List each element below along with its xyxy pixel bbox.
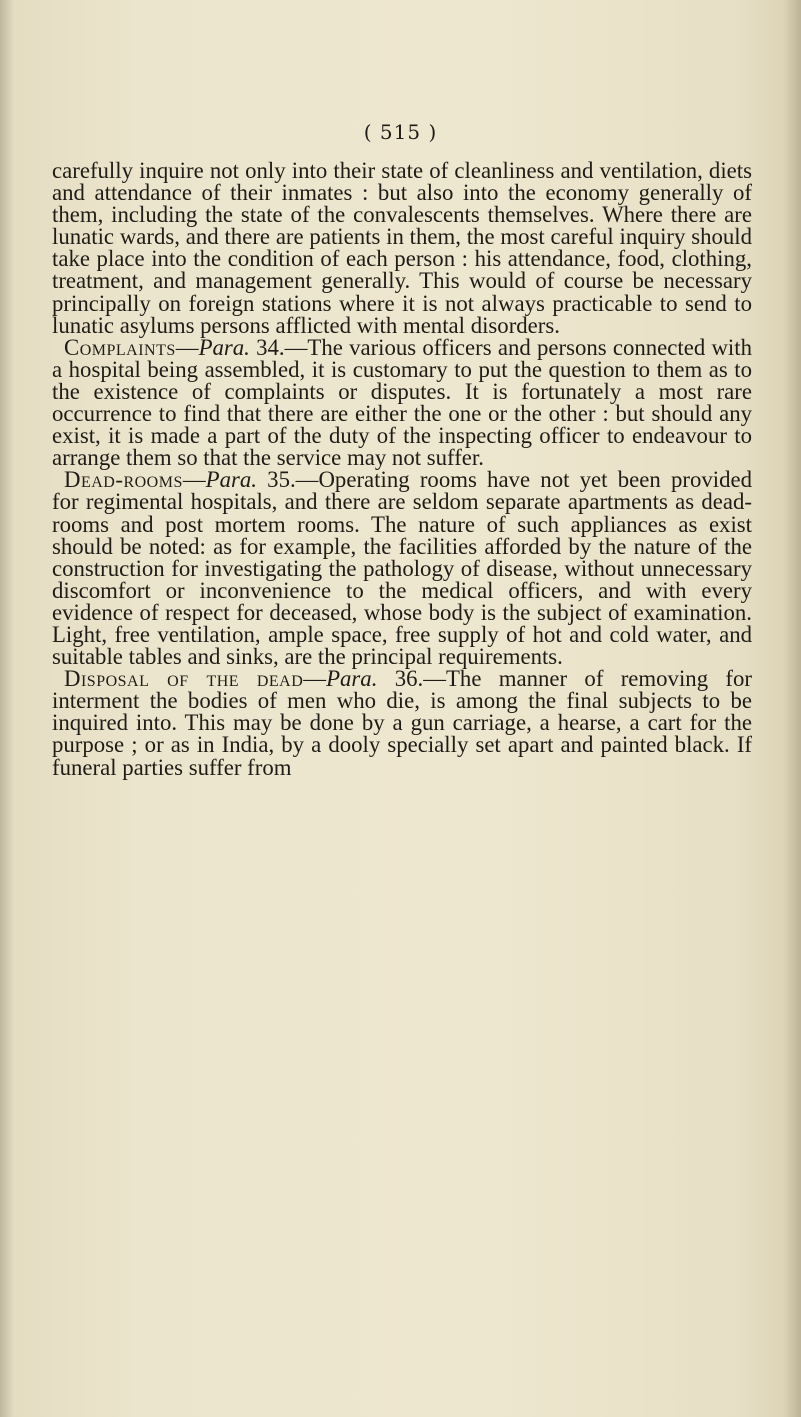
body-text <box>52 160 752 779</box>
paragraph-text: The various officers and persons connected with a hospital being assembled, it is customary to put the question to them as to the existence of complaints or disputes. It is fortunately a most rare occurrence to find that there are either the one or the other : but should any exist, it is made a part of the duty of the inspecting officer to endeavour to arrange them so that the service may not suffer. <box>52 334 752 471</box>
paragraph-text: The manner of removing for interment the bodies of men who die, is among the final subjects to be inquired into. This may be done by a gun carriage, a hearse, a cart for the purpose ; or as in India, by a dooly specially set apart and painted black. If funeral parties suffer from <box>52 666 752 780</box>
para-number: 36. <box>394 666 424 692</box>
section-heading: Dead-rooms <box>64 467 183 493</box>
paragraph-continuation <box>52 160 752 337</box>
paragraph-dead-rooms: Dead-rooms—Para. 35.—Operating rooms have not yet been provided for regimental hospitals, and there are seldom separate apartments as dead-rooms and post mortem rooms. The nature of such appliances as exist should be noted: as for example, the facilities afforded by the nature of the construction for investigating the pathology of disease, without unnecessary discomfort or inconvenience to the medical officers, and with every evidence of respect for deceased, whose body is the subject of examination. Light, free ventilation, ample space, free supply of hot and cold water, and suitable tables and sinks, are the principal requirements. <box>52 467 752 670</box>
para-label: Para. <box>205 467 257 493</box>
gutter-shadow <box>0 0 14 1417</box>
paragraph-text: Operating rooms have not yet been provided for regimental hospitals, and there are seldom separate apartments as dead-rooms and post mortem rooms. The nature of such appliances as exist should be noted: as for example, the facilities afforded by the nature of the construction for investigating the pathology of disease, without unnecessary discomfort or inconvenience to the medical officers, and with every evidence of respect for deceased, whose body is the subject of examination. Light, free ventilation, ample space, free supply of hot and cold water, and suitable tables and sinks, are the principal requirements. <box>52 467 752 670</box>
para-label: Para. <box>326 666 378 692</box>
page-edge-shadow <box>783 0 801 1417</box>
paragraph-complaints: Complaints—Para. 34.—The various officers and persons connected with a hospital being assembled, it is customary to put the question to them as to the existence of complaints or disputes. It is fortunately a most rare occurrence to find that there are either the one or the other : but should any exist, it is made a part of the duty of the inspecting officer to endeavour to arrange them so that the service may not suffer. <box>52 334 752 471</box>
para-label: Para. <box>198 334 250 360</box>
page-number: ( 515 ) <box>363 120 438 144</box>
section-heading: Disposal of the dead <box>64 666 304 692</box>
para-number: 34. <box>256 334 285 360</box>
section-heading: Complaints <box>64 334 176 360</box>
paragraph-disposal-of-dead: Disposal of the dead—Para. 36.—The manner of removing for interment the bodies of men who die, is among the final subjects to be inquired into. This may be done by a gun carriage, a hearse, a cart for the purpose ; or as in India, by a dooly specially set apart and painted black. If funeral parties suffer from <box>52 666 752 780</box>
para-number: 35. <box>267 467 296 493</box>
paragraph-text: carefully inquire not only into their state of cleanliness and ventilation, diets and attendance of their inmates : but also into the economy generally of them, including the state of the convalescents themselves. Where there are lunatic wards, and there are patients in them, the most careful inquiry should take place into the condition of each person : his attendance, food, clothing, treatment, and management generally. This would of course be necessary principally on foreign stations where it is not always practicable to send to lunatic asylums persons afflicted with mental disorders. <box>52 158 752 338</box>
